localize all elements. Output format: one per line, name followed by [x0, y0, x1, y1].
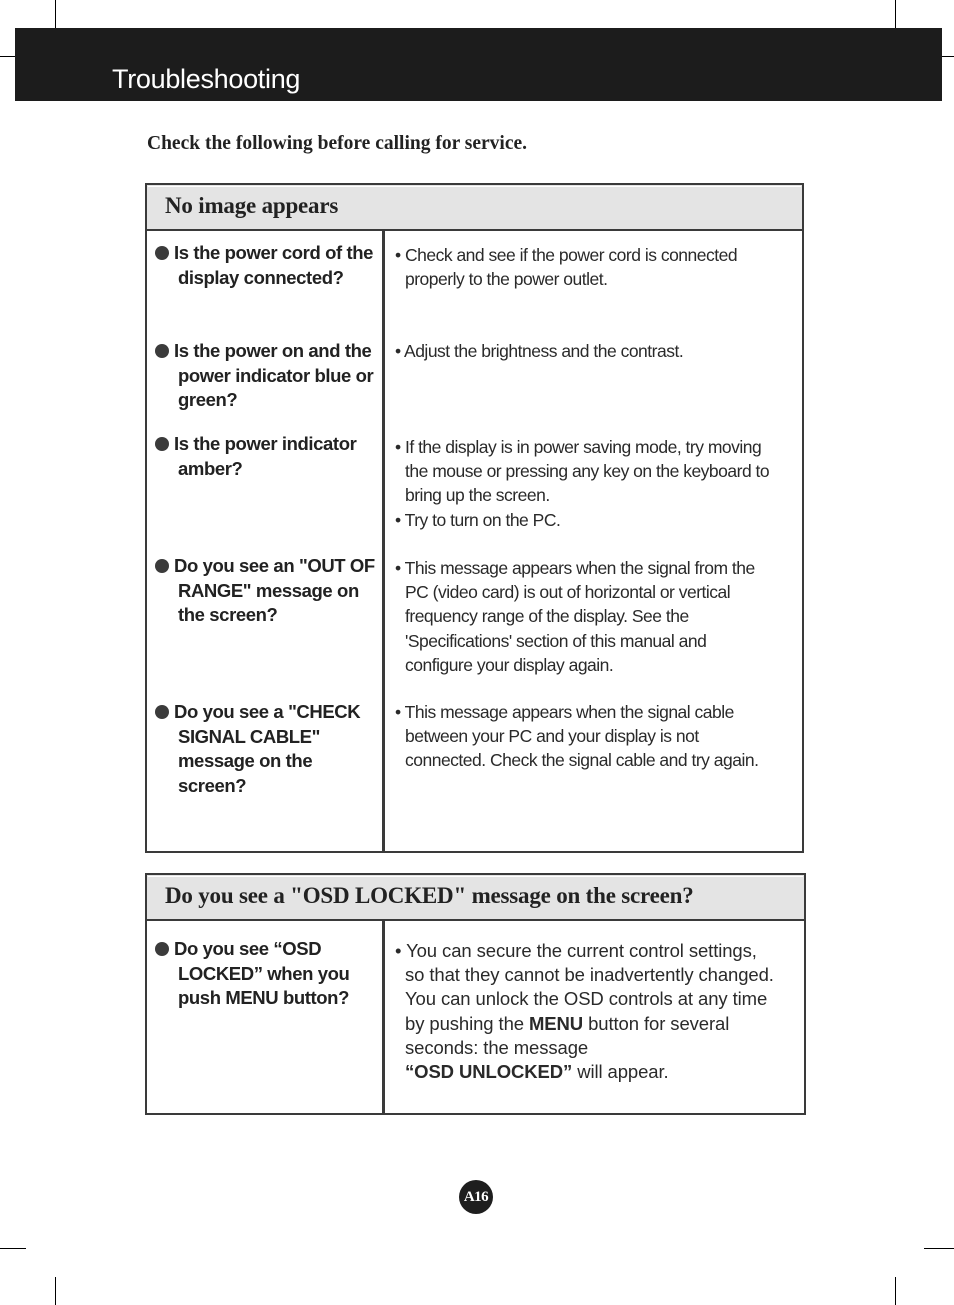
crop-mark [895, 1277, 896, 1305]
panel-header [147, 185, 802, 231]
header-bar [15, 28, 942, 101]
bullet-icon [155, 942, 169, 956]
question-power-on: Is the power on and the power indicator blue or green? [155, 339, 381, 413]
no-image-panel [145, 183, 804, 853]
menu-keyword: MENU [528, 1012, 584, 1034]
answer-power-cord: • Check and see if the power cord is connected properly to the power outlet. [395, 245, 738, 290]
answer-power-on: • Adjust the brightness and the contrast. [395, 341, 684, 361]
crop-mark [0, 56, 15, 57]
column-divider [382, 231, 385, 851]
panel-title: No image appears [165, 193, 339, 218]
bullet-icon [155, 705, 169, 719]
bullet-icon [155, 437, 169, 451]
question-out-of-range: Do you see an "OUT OF RANGE" message on the screen? [155, 554, 381, 628]
panel-title: Do you see a "OSD LOCKED" message on the screen? [165, 883, 694, 908]
bullet-icon [155, 246, 169, 260]
crop-mark [942, 56, 954, 57]
answer-check-signal-cable: • This message appears when the signal cable between your PC and your display is not connected. Check the signal cable and try again. [395, 702, 759, 771]
intro-text: Check the following before calling for service. [147, 133, 528, 154]
crop-mark [895, 0, 896, 28]
page-title: Troubleshooting [112, 64, 301, 94]
answer-osd-locked: • You can secure the current control settings, so that they cannot be inadvertently changed. You can unlock the OSD controls at any time by pushing the MENU button for several seconds: the message “OSD UNLOCKED” will appear. [395, 940, 774, 1083]
question-power-cord: Is the power cord of the display connected? [155, 241, 381, 290]
answer-out-of-range: • This message appears when the signal from the PC (video card) is out of horizontal or vertical frequency range of the display. See the 'Specifications' section of this manual and configure your display again. [395, 558, 755, 675]
osd-locked-panel [145, 873, 806, 1115]
bullet-icon [155, 344, 169, 358]
osd-unlocked-keyword: “OSD UNLOCKED” [405, 1061, 573, 1083]
page-number-badge: A16 [459, 1180, 493, 1214]
column-divider [382, 921, 385, 1113]
question-osd-locked: Do you see “OSD LOCKED” when you push MENU button? [155, 937, 381, 1011]
answer-indicator-amber: • If the display is in power saving mode, try moving the mouse or pressing any key on the keyboard to bring up the screen. • Try to turn on the PC. [395, 437, 770, 530]
crop-mark [0, 1248, 26, 1249]
crop-mark [55, 0, 56, 28]
question-check-signal-cable: Do you see a "CHECK SIGNAL CABLE" message on the screen? [155, 700, 381, 798]
crop-mark [55, 1277, 56, 1305]
question-indicator-amber: Is the power indicator amber? [155, 432, 381, 481]
crop-mark [924, 1248, 954, 1249]
bullet-icon [155, 559, 169, 573]
panel-header [147, 875, 804, 921]
